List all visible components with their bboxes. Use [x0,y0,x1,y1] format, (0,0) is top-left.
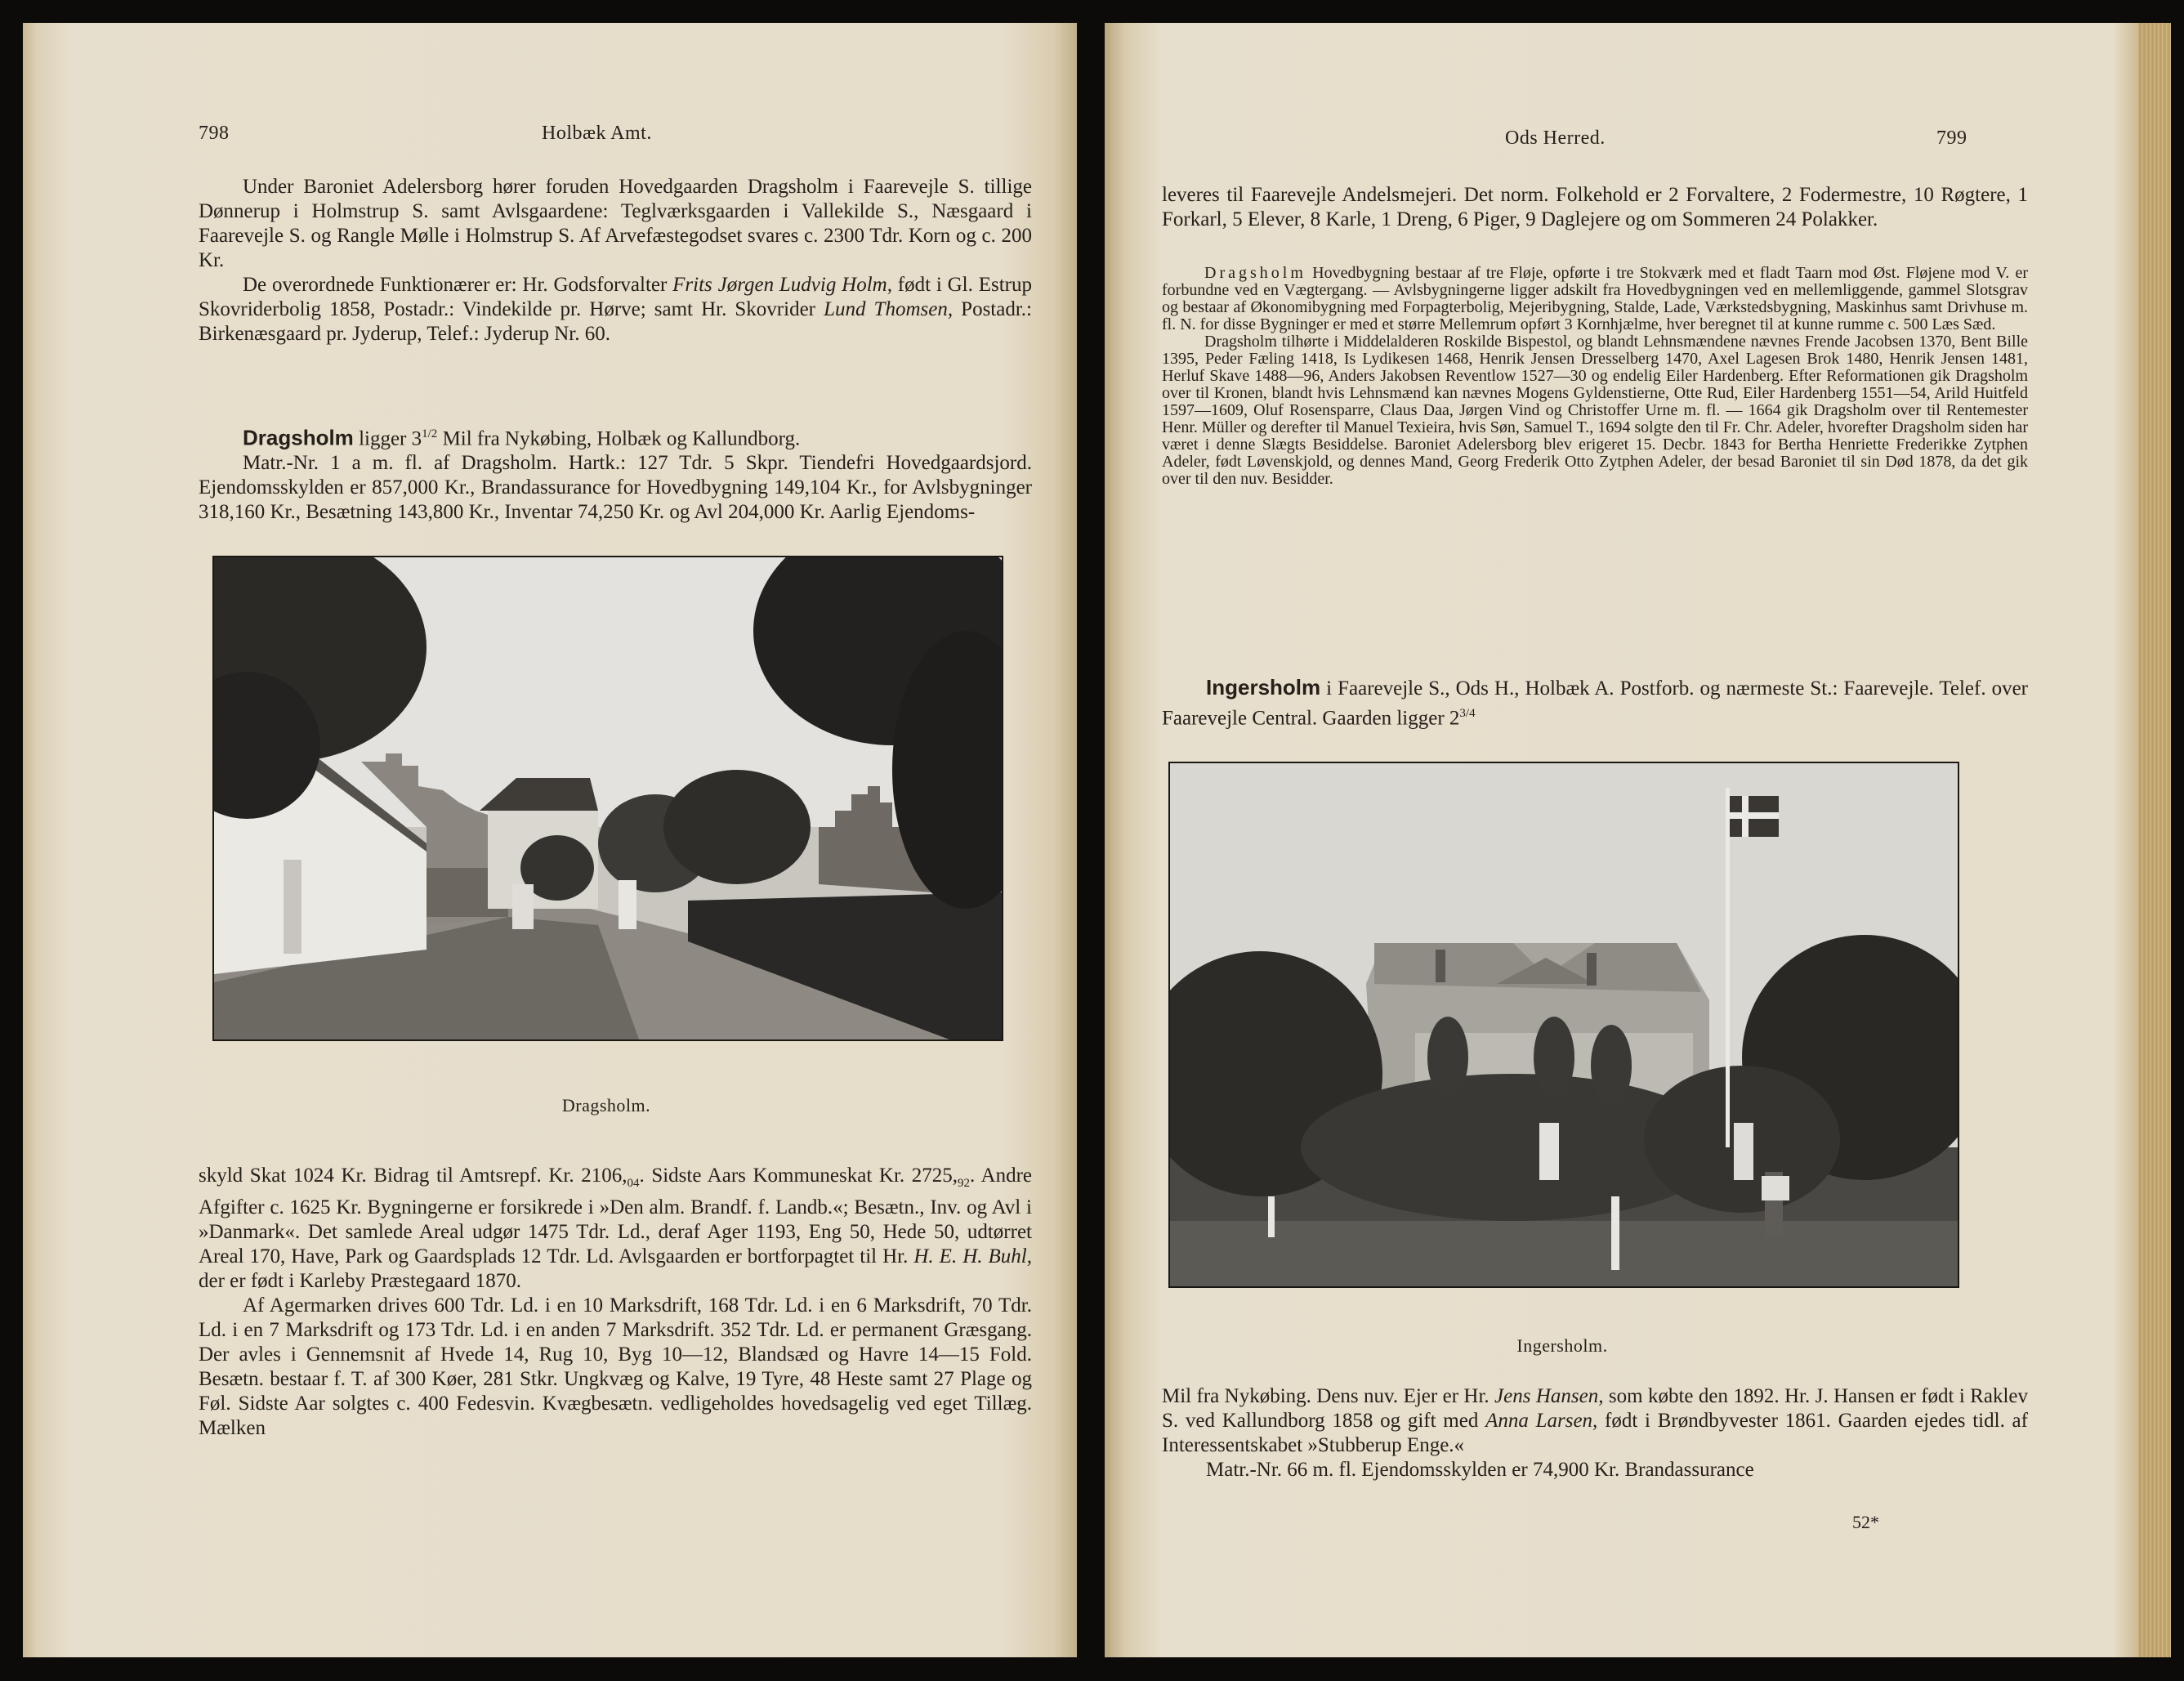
paragraph-officials: De overordnede Funktionærer er: Hr. Godsforvalter Frits Jørgen Ludvig Holm, født i Gl. Estrup Skovriderbolig 1858, Postadr.: Vindekilde pr. Hørve; samt Hr. Skovrider Lund Thomsen, Postadr.: Birkenæsgaard pr. Jyderup, Telef.: Jyderup Nr. 60. [199,274,1032,345]
dragsholm-heading: Dragsholm [243,425,354,450]
right-text-ingersholm [1162,675,2028,731]
paragraph-buildings: Dragsholm Hovedbygning bestaar af tre Fløje, opførte i tre Stokværk med et fladt Taarn mod Øst. Fløjene mod V. er forbundne ved en Vægtergang. — Avlsbygningerne ligger adskilt fra Hovedbygningen ved en mellemliggende, gammel Slotsgrav og bestaar af Økonomibygning med Forpagterbolig, Mejeribygning, Stalde, Lade, Værkstedsbygning, Maskinhus samt Drivhuse m. fl. N. for disse Bygninger er med et større Mellemrum opført 3 Kornhjælme, hver beregnet til at kunne rumme c. 500 Læs Sæd. [1162,264,2028,333]
ingersholm-heading: Ingersholm [1206,675,1321,700]
paragraph-matrikel: Matr.-Nr. 1 a m. fl. af Dragsholm. Hartk.: 127 Tdr. 5 Skpr. Tiendefri Hovedgaardsjord. Ejendomsskylden er 857,000 Kr., Brandassurance for Hovedbygning 149,104 Kr., for Avlsbygninger 318,160 Kr., Besætning 143,800 Kr., Inventar 74,250 Kr. og Avl 204,000 Kr. Aarlig Ejendoms- [199,452,1032,524]
right-text-top [1162,183,2028,232]
page-number: 799 [1936,127,1967,149]
left-text-dragsholm [199,422,1032,525]
left-text-bottom [199,1164,1032,1441]
dragsholm-intro: Dragsholm ligger $3^{1/2}$ Mil fra Nykøbing, Holbæk og Kallundborg. [243,425,801,450]
page-number: 798 [199,123,230,144]
paragraph-staff: leveres til Faarevejle Andelsmejeri. Det norm. Folkehold er 2 Forvaltere, 2 Fodermestre, 10 Røgtere, 1 Forkarl, 5 Elever, 8 Karle, 1 Dreng, 6 Piger, 9 Daglejere og om Sommeren 24 Polakker. [1162,184,2028,230]
paragraph-agriculture: Af Agermarken drives 600 Tdr. Ld. i en 10 Marksdrift, 168 Tdr. Ld. i en 6 Marksdrift, 70 Tdr. Ld. i en 7 Marksdrift og 173 Tdr. Ld. i en anden 7 Marksdrift. 352 Tdr. Ld. er permanent Græsgang. Der avles i Gennemsnit af Hvede 14, Rug 10, Byg 10—12, Blandsæd og Havre 14—15 Fold. Besætn. bestaar f. T. af 300 Køer, 281 Stkr. Ungkvæg og Kalve, 19 Tyre, 48 Heste samt 27 Plage og Føl. Sidste Aar solgtes c. 400 Fedesvin. Kvægbesætn. vedligeholdes hovedsagelig ved eget Tillæg. Mælken [199,1294,1032,1439]
ingersholm-intro: Ingersholm i Faarevejle S., Ods H., Holbæk A. Postforb. og nærmeste St.: Faarevejle. Telef. over Faarevejle Central. Gaarden ligger $2^{3/4}$ [1162,675,2028,730]
left-text-top [199,175,1032,346]
right-page [1105,23,2171,1657]
photo-caption: Ingersholm. [1516,1335,1608,1356]
dragsholm-photo [212,556,1003,1041]
signature-mark: 52* [1852,1512,1879,1532]
photo-caption: Dragsholm. [561,1095,651,1115]
paragraph-taxes: skyld Skat 1024 Kr. Bidrag til Amtsrepf. Kr. $2106,_{04}$. Sidste Aars Kommuneskat Kr. $2725,_{92}$. Andre Afgifter c. 1625 Kr. Bygningerne er forsikrede i »Den alm. Brandf. f. Landb.«; Besætn., Inv. og Avl i »Danmark«. Det samlede Areal udgør 1475 Tdr. Ld., deraf Ager 1193, Eng 50, Hede 50, udtørret Areal 170, Have, Park og Gaardsplads 12 Tdr. Ld. Avlsgaarden er bortforpagtet til Hr. H. E. H. Buhl, der er født i Karleby Præstegaard 1870. [199,1165,1032,1292]
right-small-text [1162,265,2028,488]
running-head: Holbæk Amt. [542,123,652,144]
left-page [23,23,1077,1657]
paragraph-owner: Mil fra Nykøbing. Dens nuv. Ejer er Hr. Jens Hansen, som købte den 1892. Hr. J. Hansen er født i Raklev S. ved Kallundborg 1858 og gift med Anna Larsen, født i Brøndbyvester 1861. Gaarden ejedes tidl. af Interessentskabet »Stubberup Enge.« [1162,1385,2028,1456]
right-text-bottom [1162,1384,2028,1482]
paragraph-barony: Under Baroniet Adelersborg hører foruden Hovedgaarden Dragsholm i Faarevejle S. tillige Dønnerup i Holmstrup S. samt Avlsgaardene: Teglværksgaarden i Vallekilde S., Næsgaard i Faarevejle S. og Rangle Mølle i Holmstrup S. Af Arvefæstegodset svares c. 2300 Tdr. Korn og c. 200 Kr. [199,176,1032,271]
paragraph-matrikel: Matr.-Nr. 66 m. fl. Ejendomsskylden er 74,900 Kr. Brandassurance [1206,1459,1754,1481]
running-head: Ods Herred. [1505,127,1606,149]
ingersholm-photo [1168,762,1959,1288]
page-edge [2138,23,2171,1657]
paragraph-history: Dragsholm tilhørte i Middelalderen Roskilde Bispestol, og blandt Lehnsmændene nævnes Frende Jacobsen 1370, Bent Bille 1395, Peder Fæling 1418, Is Lydikesen 1468, Henrik Jensen Dresselberg 1470, Axel Lagesen Brok 1480, Henrik Jensen 1481, Herluf Skave 1488—96, Anders Jakobsen Reventlow 1527—30 og endelig Eiler Hardenberg. Efter Reformationen gik Dragsholm over til Kronen, blandt hvis Lehnsmænd kan nævnes Mogens Gyldenstierne, Otte Rud, Eiler Hardenberg 1551—54, Arild Huitfeld 1597—1609, Oluf Rosensparre, Claus Daa, Jørgen Vind og Christoffer Urne m. fl. — 1664 gik Dragsholm over til Rentemester Henr. Müller og derefter til Manuel Texieira, hvis Søn, Samuel T., 1694 solgte den til Fr. Chr. Adeler, hvorefter Dragsholm siden har været i denne Slægts Besiddelse. Baroniet Adelersborg blev erigeret 15. Decbr. 1843 for Bertha Henriette Frederikke Zytphen Adeler, født Løvenskjold, og dennes Mand, Georg Frederik Otto Zytphen Adeler, der besad Baroniet til sin Død 1878, da det gik over til den nuv. Besidder. [1162,333,2028,488]
